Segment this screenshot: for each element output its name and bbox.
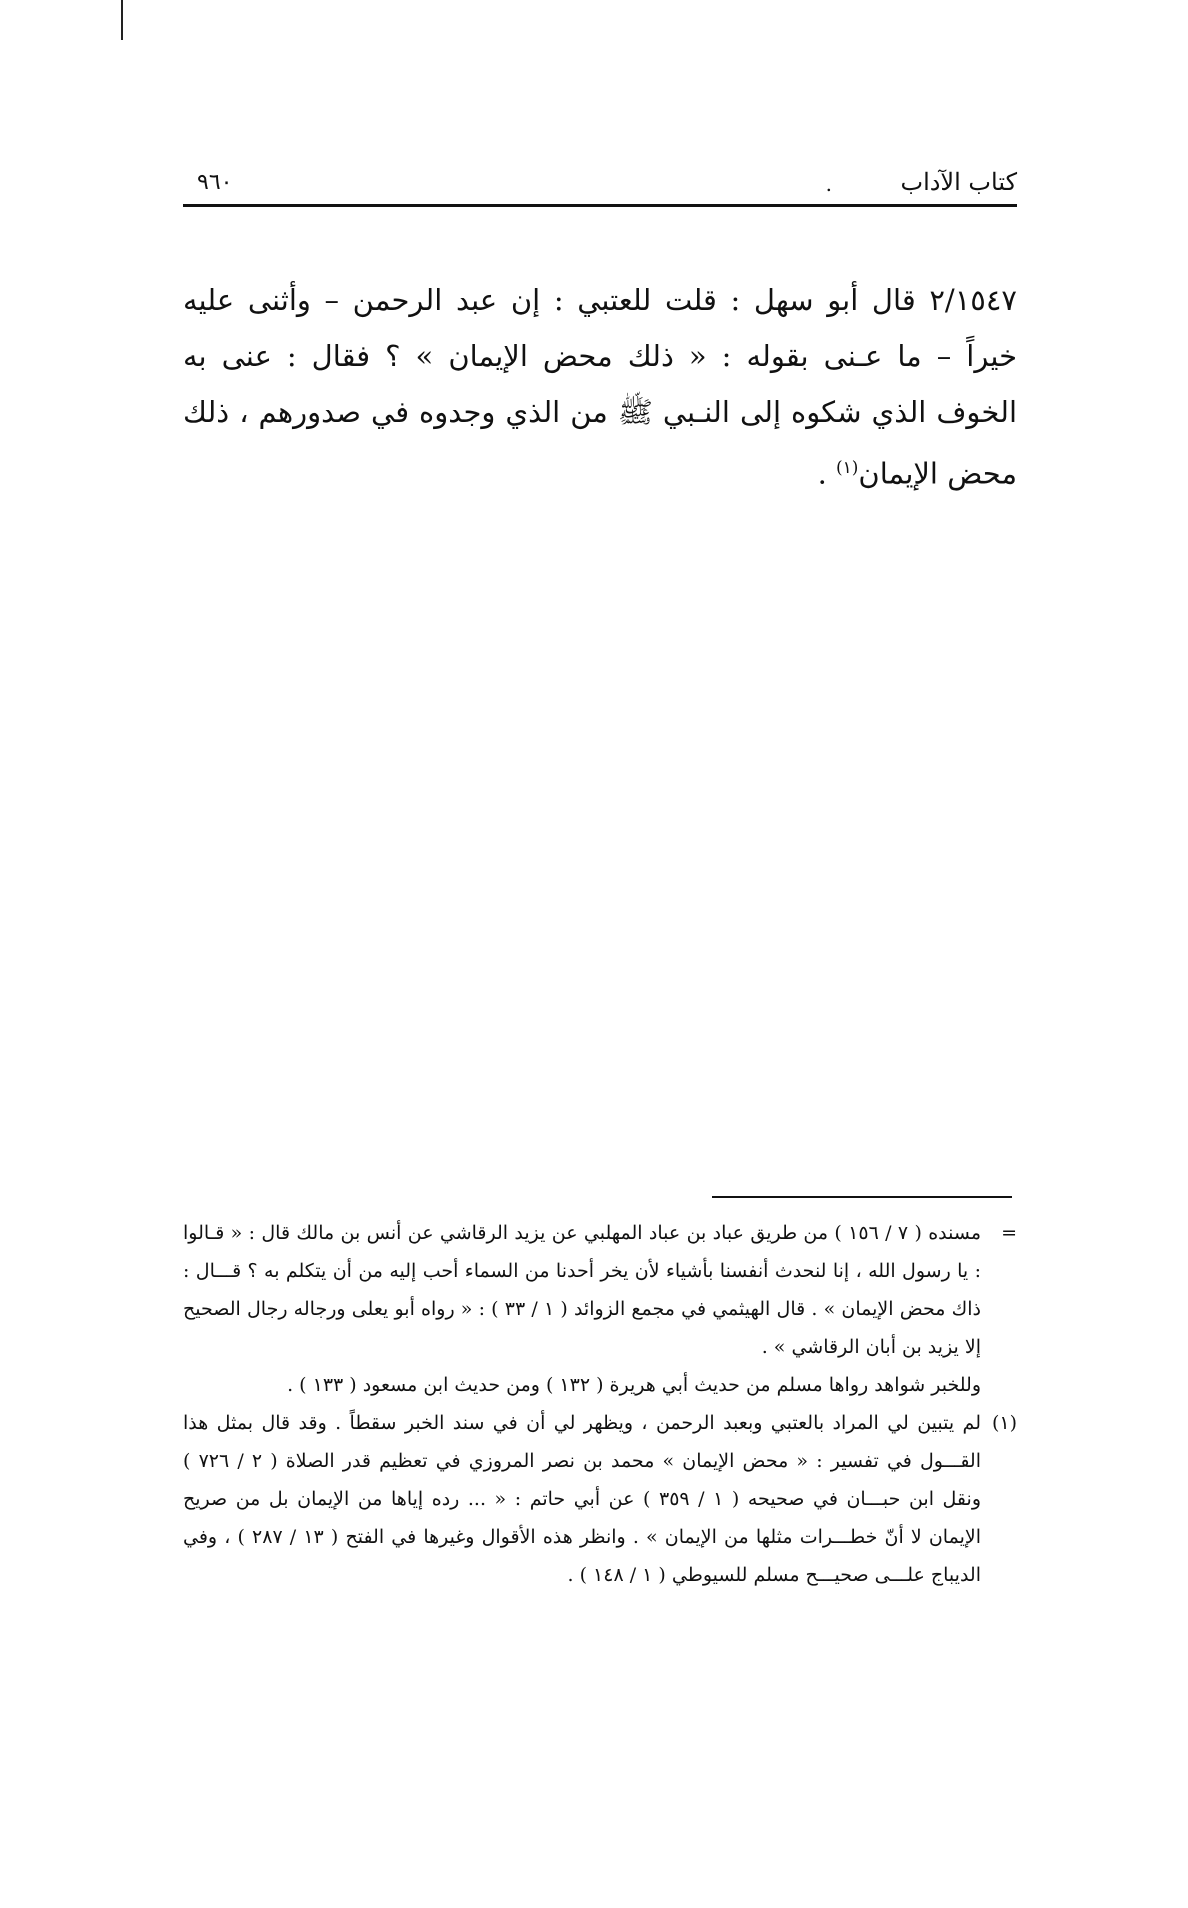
header-rule: [183, 204, 1017, 207]
footnote-continuation: [183, 1214, 1017, 1366]
footnotes: [183, 1214, 1017, 1594]
footnote-1: [183, 1404, 1017, 1594]
footnote-1-text: لم يتبين لي المراد بالعتبي وبعبد الرحمن ، ويظهر لي أن في سند الخبر سقطاً . وقد قال بمثل هذا القـــول في تفسير : « محض الإيمان » محمد بن نصر المروزي في تعظيم قدر الصلاة ( ٢ / ٧٢٦ ) ونقل ابن حبـــان في صحيحه ( ١ / ٣٥٩ ) عن أبي حاتم : « ... رده إياها من الإيمان بل من صريح الإيمان لا أنّ خطـــرات مثلها من الإيمان » . وانظر هذه الأقوال وغيرها في الفتح ( ١٣ / ٢٨٧ ) ، وفي الديباج علـــى صحيـــح مسلم للسيوطي ( ١ / ١٤٨ ) .: [183, 1412, 982, 1586]
hadith-paragraph: [183, 272, 1017, 502]
footnote-1-marker: (١): [991, 1412, 1017, 1434]
footnote-reference: (١): [836, 458, 859, 478]
paragraph-number: ٢/١٥٤٧: [929, 283, 1018, 317]
footnote-separator: [712, 1196, 1012, 1198]
header-dot: .: [825, 172, 832, 196]
page-number: ٩٦٠: [197, 170, 233, 195]
continuation-text: مسنده ( ٧ / ١٥٦ ) من طريق عباد بن عباد المهلبي عن يزيد الرقاشي عن أنس بن مالك قال : « قـالوا : يا رسول الله ، إنا لنحدث أنفسنا بأشياء لأن يخر أحدنا من السماء أحب إليه من أن يتكلم به ؟ قـــال : ذاك محض الإيمان » . قال الهيثمي في مجمع الزوائد ( ١ / ٣٣ ) : « رواه أبو يعلى ورجاله رجال الصحيح إلا يزيد بن أبان الرقاشي » .: [183, 1222, 981, 1358]
footnote-shawahid: وللخبر شواهد رواها مسلم من حديث أبي هريرة ( ١٣٢ ) ومن حديث ابن مسعود ( ١٣٣ ) .: [287, 1374, 981, 1396]
main-text: [183, 272, 1017, 502]
paragraph-end: .: [817, 456, 836, 491]
paragraph-body: قال أبو سهل : قلت للعتبي : إن عبد الرحمن – وأثنى عليه خيراً – ما عـنى بقوله : « ذلك محض الإيمان » ؟ فقال : عنى به الخوف الذي شكوه إلى النـبي ﷺ من الذي وجدوه في صدورهم ، ذلك محض الإيمان: [183, 283, 1017, 491]
chapter-title: كتاب الآداب: [900, 168, 1017, 196]
scan-edge-mark: [121, 0, 123, 40]
continuation-marker: =: [1001, 1222, 1017, 1244]
running-header: [183, 160, 1017, 206]
